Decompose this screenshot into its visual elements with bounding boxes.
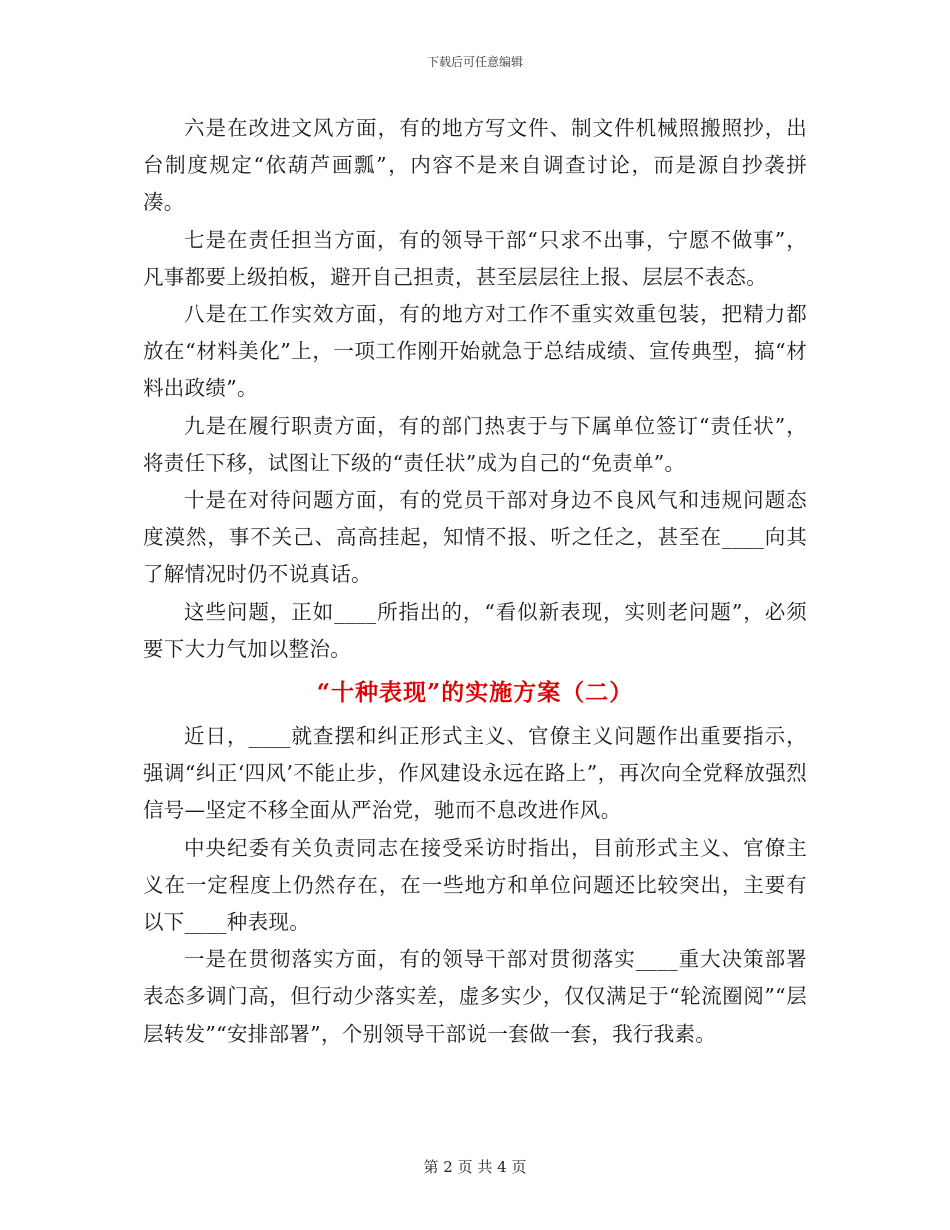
paragraph-8: 八是在工作实效方面，有的地方对工作不重实效重包装，把精力都放在“材料美化”上，一项工作刚开始就急于总结成绩、宣传典型，搞“材料出政绩”。 <box>143 302 807 401</box>
paragraph-9: 九是在履行职责方面，有的部门热衷于与下属单位签订“责任状”，将责任下移，试图让下级的“责任状”成为自己的“免责单”。 <box>143 413 807 475</box>
page-number: 第 2 页 共 4 页 <box>423 1158 527 1176</box>
paragraph-7: 七是在责任担当方面，有的领导干部“只求不出事，宁愿不做事”，凡事都要上级拍板，避开自己担责，甚至层层往上报、层层不表态。 <box>143 227 807 289</box>
paragraph-context: 中央纪委有关负责同志在接受采访时指出，目前形式主义、官僚主义在一定程度上仍然存在，在一些地方和单位问题还比较突出，主要有以下____种表现。 <box>143 835 807 935</box>
paragraph-6: 六是在改进文风方面，有的地方写文件、制文件机械照搬照抄，出台制度规定“依葫芦画瓢”，内容不是来自调查讨论，而是源自抄袭拼凑。 <box>143 116 807 215</box>
section-title: “十种表现”的实施方案（二） <box>316 679 634 707</box>
header-note: 下载后可任意编辑 <box>426 55 523 69</box>
paragraph-10: 十是在对待问题方面，有的党员干部对身边不良风气和违规问题态度漠然，事不关己、高高挂起，知情不报、听之任之，甚至在____向其了解情况时仍不说真话。 <box>143 488 807 587</box>
paragraph-summary: 这些问题，正如____所指出的，“看似新表现，实则老问题”，必须要下大力气加以整治。 <box>143 599 807 661</box>
paragraph-intro: 近日，____就查摆和纠正形式主义、官僚主义问题作出重要指示，强调“纠正‘四风’不能止步，作风建设永远在路上”，再次向全党释放强烈信号—坚定不移全面从严治党，驰而不息改进作风。 <box>143 724 807 823</box>
paragraph-1: 一是在贯彻落实方面，有的领导干部对贯彻落实____重大决策部署表态多调门高，但行动少落实差，虚多实少，仅仅满足于“轮流圈阅”“层层转发”“安排部署”，个别领导干部说一套做一套，我行我素。 <box>143 947 807 1046</box>
document-body <box>143 110 807 1053</box>
